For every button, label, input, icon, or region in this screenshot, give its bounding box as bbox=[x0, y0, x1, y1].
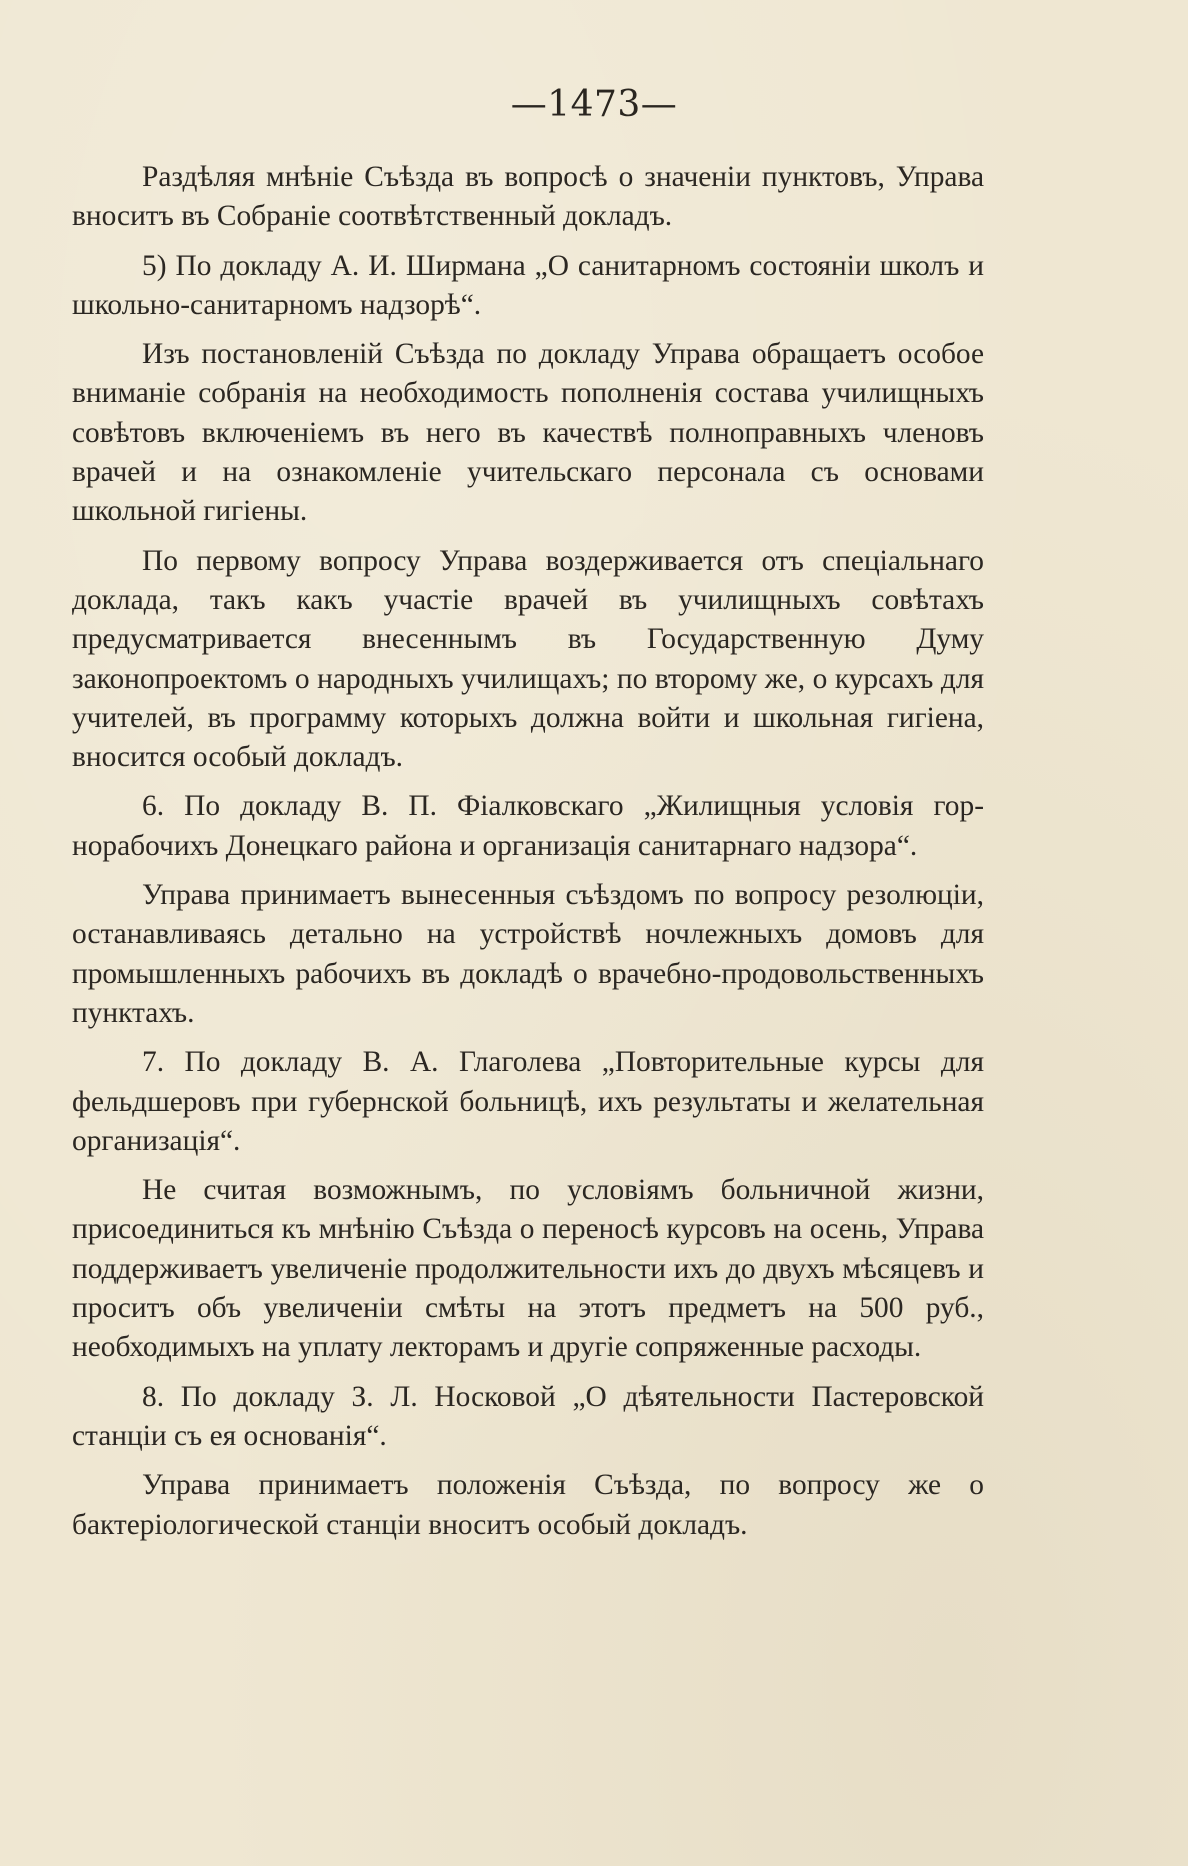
paragraph: 6. По докладу В. П. Фіалковскаго „Жилищныя условія горнорабочихъ Донецкаго района и организація санитарнаго надзора“. bbox=[72, 790, 984, 862]
paragraph: Не считая возможнымъ, по условіямъ больничной жизни, присоединиться къ мнѣнію Съѣзда о переносѣ курсовъ на осень, Управа поддерживаетъ увеличеніе продолжительности ихъ до двухъ мѣсяцевъ и проситъ объ увеличеніи смѣты на этотъ предметъ на 500 руб., необходимыхъ на уплату лекторамъ и другіе сопряженные расходы. bbox=[72, 1174, 984, 1364]
paragraph: Раздѣляя мнѣніе Съѣзда въ вопросѣ о значеніи пунктовъ, Управа вноситъ въ Собраніе соотвѣтственный докладъ. bbox=[72, 161, 984, 233]
paragraph: По первому вопросу Управа воздерживается отъ спеціальнаго доклада, такъ какъ участіе врачей въ училищныхъ совѣтахъ предусматривается внесеннымъ въ Государственную Думу законопроектомъ о народныхъ училищахъ; по второму же, о курсахъ для учителей, въ программу которыхъ должна войти и школьная гигіена, вносится особый докладъ. bbox=[72, 544, 984, 774]
body-text bbox=[72, 158, 984, 1555]
paragraph: 7. По докладу В. А. Глаголева „Повторительные курсы для фельдшеровъ при губернской больницѣ, ихъ результаты и желательная организація“. bbox=[72, 1046, 984, 1157]
paragraph: Управа принимаетъ вынесенныя съѣздомъ по вопросу резолюціи, останавливаясь детально на устройствѣ ночлежныхъ домовъ для промышленныхъ рабочихъ въ докладѣ о врачебно-продовольственныхъ пунктахъ. bbox=[72, 879, 984, 1029]
paragraph: Управа принимаетъ положенія Съѣзда, по вопросу же о бактеріологической станціи вноситъ особый докладъ. bbox=[72, 1469, 984, 1541]
page-number: —1473— bbox=[510, 84, 678, 125]
paragraph: 5) По докладу А. И. Ширмана „О санитарномъ состояніи школъ и школьно-санитарномъ надзорѣ“. bbox=[72, 249, 984, 321]
paragraph: Изъ постановленій Съѣзда по докладу Управа обращаетъ особое вниманіе собранія на необходимость пополненія состава училищныхъ совѣтовъ включеніемъ въ него въ качествѣ полноправныхъ членовъ врачей и на ознакомленіе учительскаго персонала съ основами школьной гигіены. bbox=[72, 338, 984, 528]
paragraph: 8. По докладу З. Л. Носковой „О дѣятельности Пастеровской станціи съ ея основанія“. bbox=[72, 1380, 984, 1452]
